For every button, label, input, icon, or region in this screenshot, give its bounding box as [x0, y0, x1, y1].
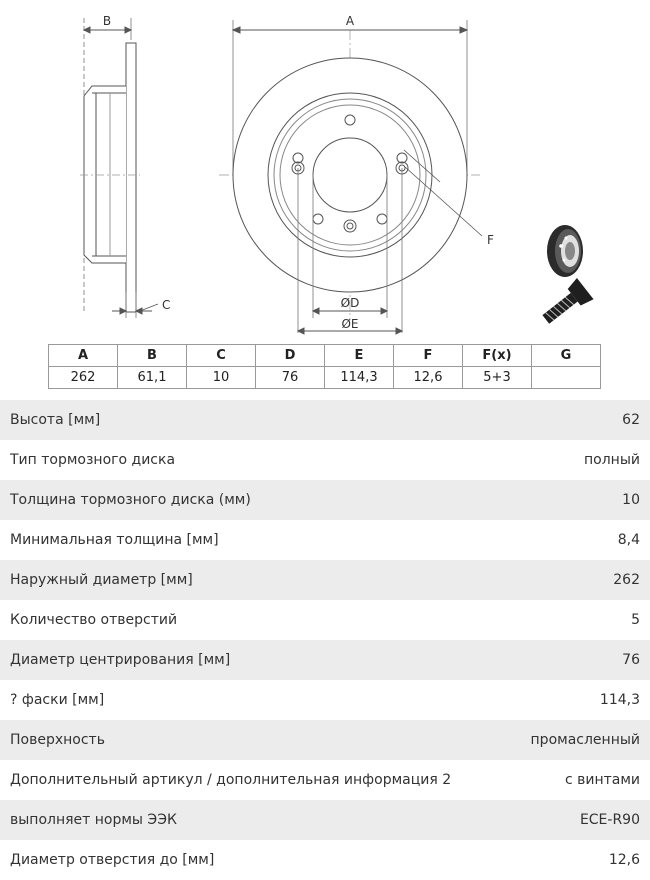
side-view: [80, 18, 158, 318]
spec-row: [0, 720, 650, 760]
specifications-list: [0, 400, 650, 880]
spec-value: 5: [631, 612, 640, 628]
label-c: C: [162, 298, 171, 312]
spec-value: 8,4: [617, 532, 640, 548]
dim-value-g: [532, 367, 601, 389]
spec-value: ECE-R90: [579, 812, 640, 828]
dim-value-fx: 5+3: [463, 367, 532, 389]
spec-label: Тип тормозного диска: [10, 452, 176, 468]
spec-value: с винтами: [564, 772, 640, 788]
spec-row: [0, 840, 650, 880]
spec-label: Высота [мм]: [10, 412, 101, 428]
label-d: ØD: [340, 296, 360, 310]
dim-value-e: 114,3: [325, 367, 394, 389]
brake-disc-technical-drawing: [0, 0, 650, 345]
spec-label: Толщина тормозного диска (мм): [10, 492, 251, 508]
spec-label: Минимальная толщина [мм]: [10, 532, 219, 548]
dim-value-b: 61,1: [118, 367, 187, 389]
spec-row: [0, 760, 650, 800]
spec-row: [0, 560, 650, 600]
dim-value-a: 262: [49, 367, 118, 389]
spec-value: 114,3: [599, 692, 640, 708]
spec-label: выполняет нормы ЭЭК: [10, 812, 177, 828]
dim-header-f: F: [394, 345, 463, 367]
dim-header-fx: F(x): [463, 345, 532, 367]
dim-value-d: 76: [256, 367, 325, 389]
dim-value-c: 10: [187, 367, 256, 389]
dim-header-a: A: [49, 345, 118, 367]
spec-label: Наружный диаметр [мм]: [10, 572, 193, 588]
dim-header-b: B: [118, 345, 187, 367]
spec-row: [0, 520, 650, 560]
dim-header-e: E: [325, 345, 394, 367]
spec-label: Количество отверстий: [10, 612, 178, 628]
spec-label: Поверхность: [10, 732, 105, 748]
disc-with-screw-icon: [538, 225, 594, 330]
spec-row: [0, 400, 650, 440]
spec-value: промасленный: [530, 732, 640, 748]
dimensions-table: [48, 344, 601, 389]
spec-row: [0, 800, 650, 840]
label-b: B: [102, 14, 112, 28]
spec-label: Диаметр отверстия до [мм]: [10, 852, 215, 868]
spec-row: [0, 680, 650, 720]
spec-value: 12,6: [608, 852, 640, 868]
dim-header-c: C: [187, 345, 256, 367]
spec-value: 76: [622, 652, 640, 668]
spec-label: Дополнительный артикул / дополнительная информация 2: [10, 772, 452, 788]
label-f: F: [487, 233, 494, 247]
spec-row: [0, 600, 650, 640]
dim-header-g: G: [532, 345, 601, 367]
spec-value: 62: [622, 412, 640, 428]
label-e: ØE: [341, 317, 359, 331]
label-a: A: [345, 14, 355, 28]
dim-value-f: 12,6: [394, 367, 463, 389]
dim-header-d: D: [256, 345, 325, 367]
spec-value: 262: [613, 572, 640, 588]
spec-value: 10: [622, 492, 640, 508]
spec-row: [0, 440, 650, 480]
spec-row: [0, 480, 650, 520]
spec-label: ? фаски [мм]: [10, 692, 105, 708]
spec-value: полный: [584, 452, 640, 468]
spec-label: Диаметр центрирования [мм]: [10, 652, 231, 668]
dimensions-value-row: [49, 367, 601, 389]
front-view: [219, 20, 482, 334]
spec-row: [0, 640, 650, 680]
dimensions-header-row: [49, 345, 601, 367]
